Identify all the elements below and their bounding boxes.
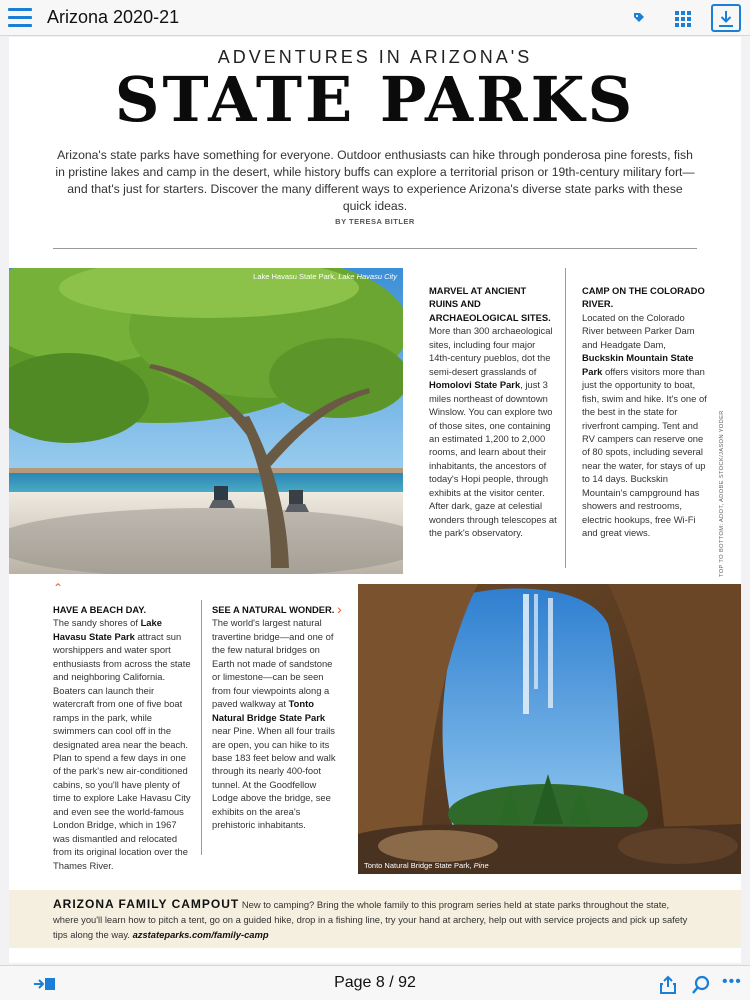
search-icon[interactable] (692, 975, 710, 995)
column-divider (201, 600, 202, 855)
divider (53, 248, 697, 249)
tag-icon[interactable] (633, 12, 645, 24)
chevron-right-icon: › (337, 601, 342, 617)
campout-heading: ARIZONA FAMILY CAMPOUT (53, 897, 240, 911)
section-heading: MARVEL AT ANCIENT RUINS AND ARCHAEOLOGICAL SITES. (429, 285, 551, 323)
download-icon (718, 10, 734, 28)
section-heading: SEE A NATURAL WONDER. (212, 604, 335, 615)
photo-caption: Lake Havasu State Park, Lake Havasu City (253, 272, 397, 281)
magazine-page (9, 37, 741, 963)
photo-credit: TOP TO BOTTOM: ADOT, ADOBE STOCK/JASON YODER (719, 410, 725, 577)
lake-havasu-photo (9, 268, 403, 574)
page-indicator: Page 8 / 92 (334, 974, 416, 991)
top-toolbar (0, 0, 750, 36)
section-beach: HAVE A BEACH DAY. The sandy shores of Lake Havasu State Park attract sun worshippers and water sport enthusiasts from across the state and neighboring California. Boaters can launch their watercraft from one of five boat ramps in the park, while swimmers can cool off in the designated area near the beach. Plan to spend a few days in one of the park's new air-conditioned cabins, so you'll have plenty of time to explore Lake Havasu City and even see the world-famous London Bridge, which in 1967 was dismantled and relocated from its original location over the Thames River. (53, 603, 193, 872)
byline: BY TERESA BITLER (335, 217, 415, 226)
bottom-toolbar (0, 965, 750, 1000)
hamburger-menu-icon[interactable] (8, 8, 32, 28)
article-headline: STATE PARKS (114, 63, 636, 136)
campout-link[interactable]: azstateparks.com/family-camp (132, 928, 269, 940)
photo-caption: Tonto Natural Bridge State Park, Pine (364, 861, 489, 870)
section-ruins: MARVEL AT ANCIENT RUINS AND ARCHAEOLOGICAL SITES. More than 300 archaeological sites, including four major 14th-century pueblos, dot the semi-desert grasslands of Homolovi State Park, just 3 miles northeast of downtown Winslow. You can explore two of those sites, one containing an estimated 1,200 to 2,000 rooms, and learn about their inhabitants, the ancestors of today's Hopi people, through exhibits at the visitor center. After dark, gaze at celestial wonders through telescopes at the park's observatory. (429, 285, 557, 539)
tonto-natural-bridge-photo (358, 584, 741, 874)
section-heading: HAVE A BEACH DAY. (53, 604, 147, 615)
park-name: Tonto Natural Bridge State Park (212, 698, 326, 723)
chevron-up-icon: ⌃ (53, 581, 64, 595)
section-heading: CAMP ON THE COLORADO RIVER. (582, 285, 705, 310)
article-intro: Arizona's state parks have something for everyone. Outdoor enthusiasts can hike through ponderosa pine forests, fish in pristine lakes and camp in the desert, while history buffs can explore a territorial prison or 19th-century military fort—and that's just for starters. Discover the many different ways to experience Arizona's diverse state parks with these quick ideas. (55, 148, 695, 213)
article-kicker: ADVENTURES IN ARIZONA'S (217, 47, 533, 67)
family-campout-band: ARIZONA FAMILY CAMPOUT New to camping? Bring the whole family to this program series held at state parks throughout the state, where you'll learn how to pitch a tent, go on a guided hike, drop in a fishing line, try your hand at archery, help out with service projects and pick up safety tips along the way. azstateparks.com/family-camp (9, 890, 741, 948)
park-name: Homolovi State Park (429, 379, 521, 391)
more-icon[interactable]: ••• (722, 973, 742, 990)
section-camp: CAMP ON THE COLORADO RIVER. Located on the Colorado River between Parker Dam and Headgate Dam, Buckskin Mountain State Park offers visitors more than just the opportunity to boat, fish, swim and hike. It's one of the best in the state for riverfront camping. Tent and RV campers can reserve one of 80 spots, including several near the water, for stays of up to 14 days. Buckskin Mountain's campground has showers and restrooms, electric hookups, free Wi-Fi and great views. (582, 285, 707, 539)
publication-title: Arizona 2020-21 (47, 7, 180, 27)
section-natural-wonder: SEE A NATURAL WONDER. The world's largest natural travertine bridge—and one of the few natural bridges on Earth not made of sandstone or limestone—can be seen from four viewpoints along a paved walkway at Tonto Natural Bridge State Park near Pine. When all four trails are open, you can hike to its base 183 feet below and walk through its nearly 400-foot tunnel. At the Goodfellow Lodge above the bridge, see exhibits on the area's prehistoric inhabitants. (212, 603, 338, 832)
park-name: Buckskin Mountain State Park (582, 352, 694, 377)
share-icon[interactable] (659, 975, 677, 995)
column-divider (565, 268, 566, 568)
park-name: Lake Havasu State Park (53, 617, 162, 642)
download-button[interactable] (711, 4, 741, 32)
grid-view-icon[interactable] (675, 11, 691, 27)
